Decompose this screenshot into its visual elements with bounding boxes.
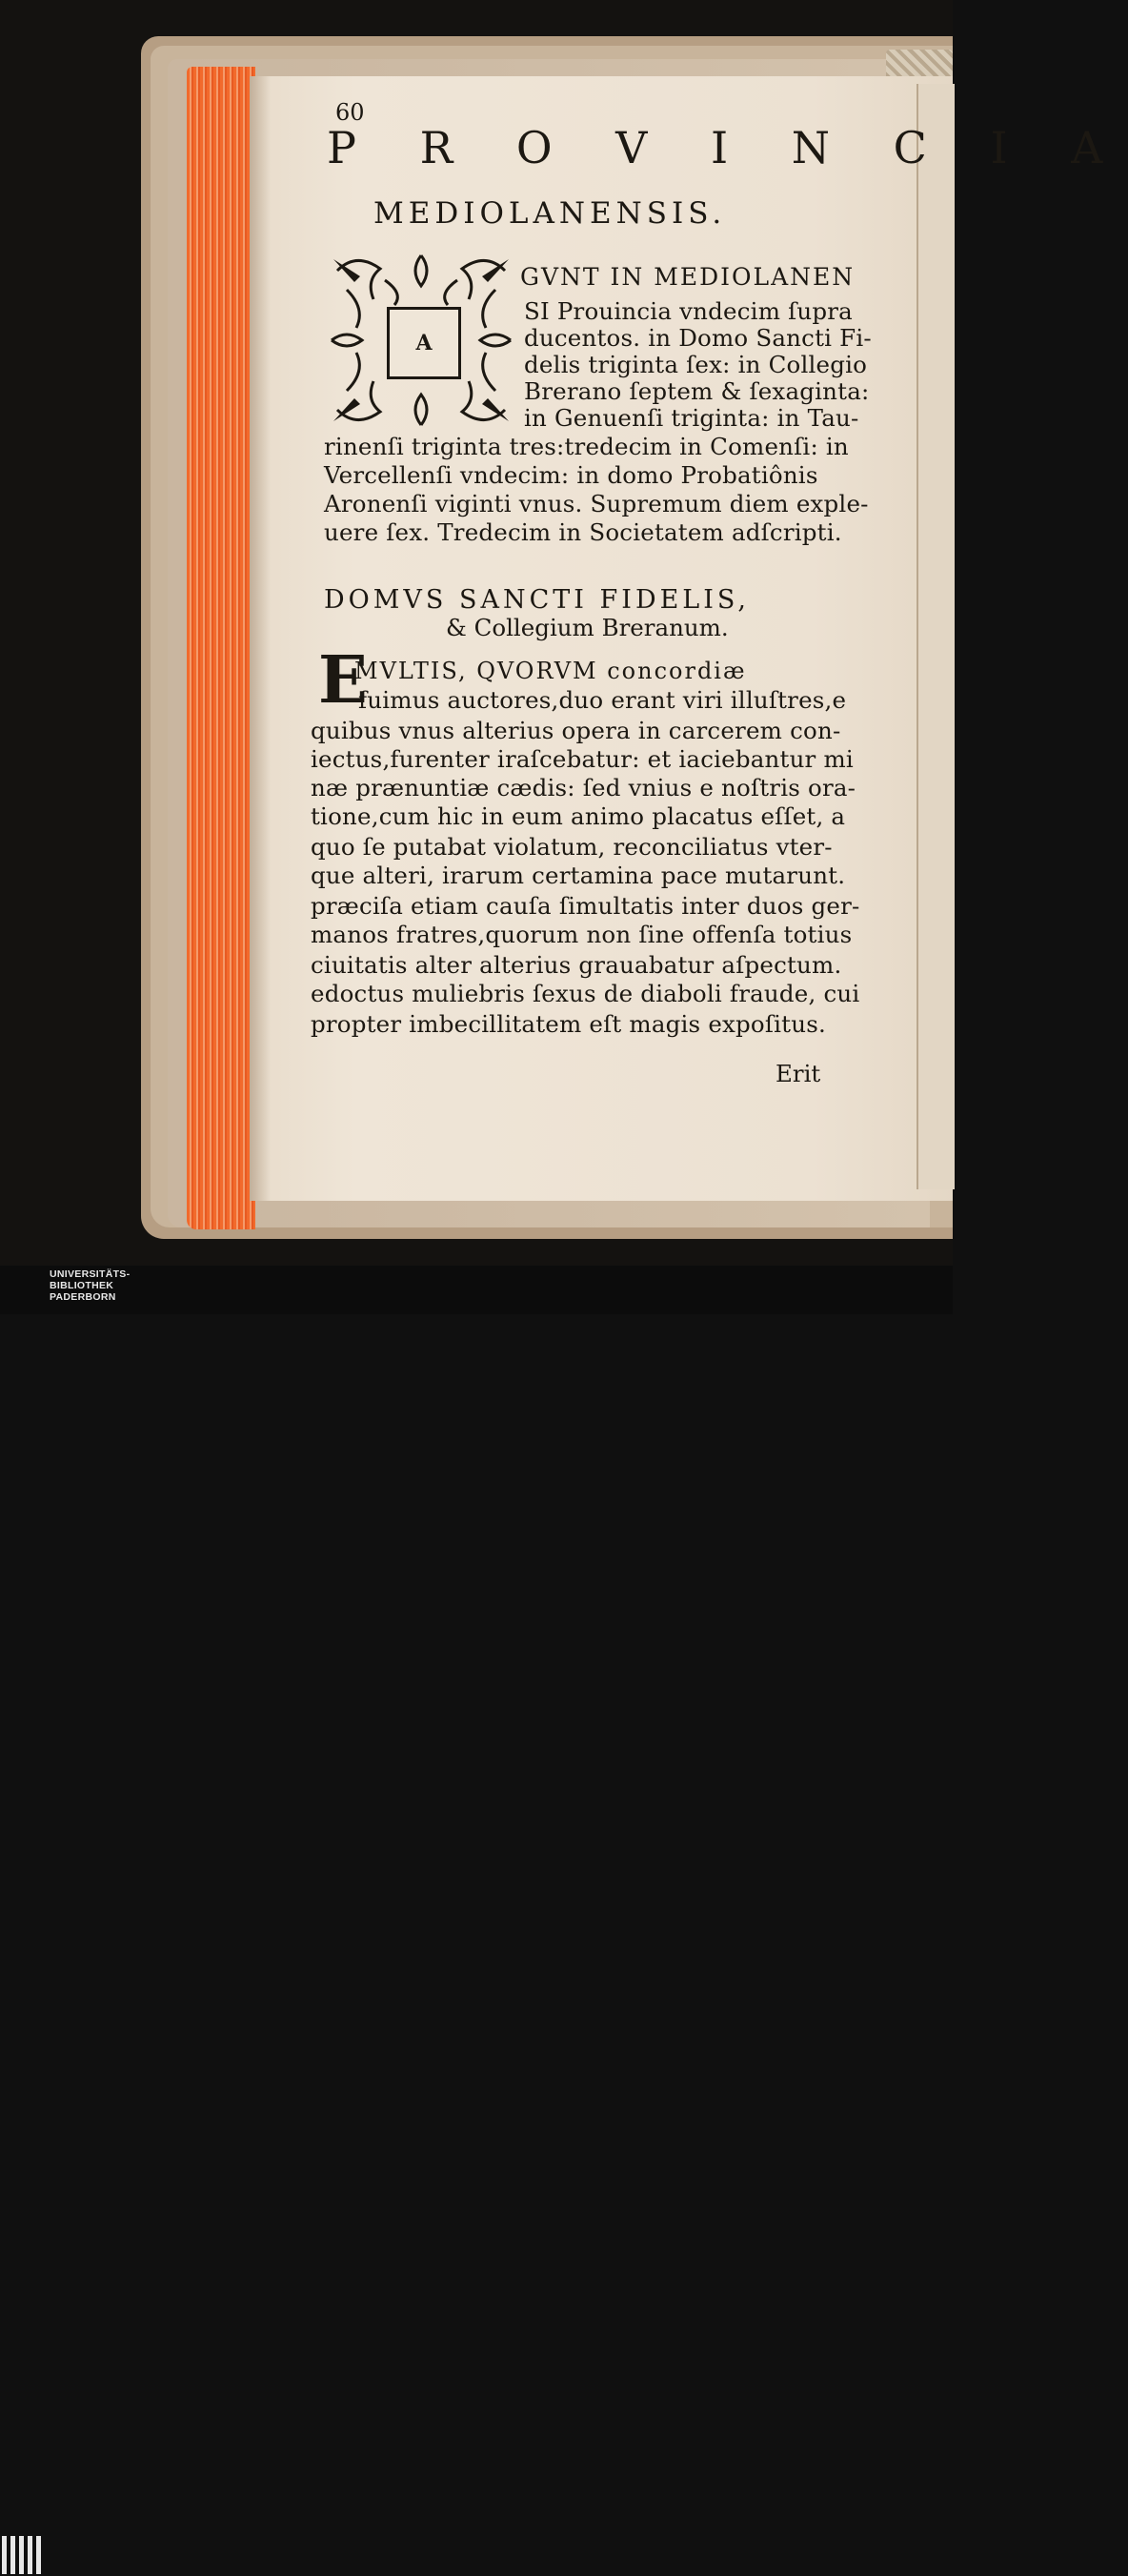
text-line: Brerano ſeptem & ſexaginta: — [524, 377, 870, 405]
logo-text-line3: PADERBORN — [50, 1291, 116, 1303]
book-scan — [0, 0, 1128, 1266]
text-line: ducentos. in Domo Sancti Fi- — [524, 324, 872, 352]
text-line: tione,cum hic in eum animo placatus eſſet, a — [311, 802, 846, 830]
section-heading: DOMVS SANCTI FIDELIS, — [324, 585, 751, 615]
logo-text-line1: UNIVERSITÄTS- — [50, 1268, 131, 1280]
text-line: præciſa etiam cauſa ſimultatis inter duos ger- — [311, 892, 860, 920]
section-subheading: & Collegium Breranum. — [446, 614, 729, 641]
text-line: Aronenſi viginti vnus. Supremum diem exple- — [324, 490, 869, 517]
text-line: delis triginta ſex: in Collegio — [524, 351, 868, 378]
text-line: uere ſex. Tredecim in Societatem adſcripti. — [324, 518, 842, 546]
text-line: Vercellenſi vndecim: in domo Probatiônis — [324, 461, 818, 489]
text-line: in Genuenſi triginta: in Tau- — [524, 404, 859, 432]
text-line: quibus vnus alterius opera in carcerem con- — [311, 717, 841, 744]
text-line: fuimus auctores,duo erant viri illuſtres,e — [358, 686, 847, 714]
text-line: rinenſi triginta tres:tredecim in Comenſi: in — [324, 433, 849, 460]
text-line: edoctus muliebris ſexus de diaboli fraude, cui — [311, 980, 860, 1007]
initial-frame — [387, 307, 461, 379]
ornamental-initial — [328, 252, 514, 429]
text-line: næ prænuntiæ cædis: ſed vnius e noſtris ora- — [311, 774, 856, 801]
text-line: GVNT IN MEDIOLANEN — [520, 263, 856, 291]
text-line: propter imbecillitatem eſt magis expoſitus. — [311, 1010, 826, 1038]
page-edges — [187, 67, 255, 1229]
library-footer — [0, 1266, 953, 1314]
drop-cap: E — [318, 642, 368, 719]
logo-text-line2: BIBLIOTHEK — [50, 1280, 114, 1291]
page-number: 60 — [335, 99, 365, 126]
text-line: iectus,furenter iraſcebatur: et iaciebantur mi — [311, 745, 854, 773]
text-line: que alteri, irarum certamina pace mutarunt. — [311, 862, 846, 889]
facing-page — [916, 84, 955, 1189]
page-title: P R O V I N C I A — [327, 122, 1128, 173]
initial-letter: A — [415, 331, 433, 355]
catchword: Erit — [776, 1060, 821, 1087]
text-line: manos fratres,quorum non ſine offenſa totius — [311, 921, 853, 948]
gutter-shadow — [250, 76, 271, 1201]
page-subtitle: MEDIOLANENSIS. — [373, 196, 727, 231]
text-line: MVLTIS, QVORVM concordiæ — [354, 658, 747, 684]
library-logo-icon — [2, 2534, 44, 2576]
text-line: SI Prouincia vndecim ſupra — [524, 297, 853, 325]
text-line: ciuitatis alter alterius grauabatur aſpectum. — [311, 951, 842, 979]
text-line: quo ſe putabat violatum, reconciliatus vter- — [311, 833, 833, 861]
